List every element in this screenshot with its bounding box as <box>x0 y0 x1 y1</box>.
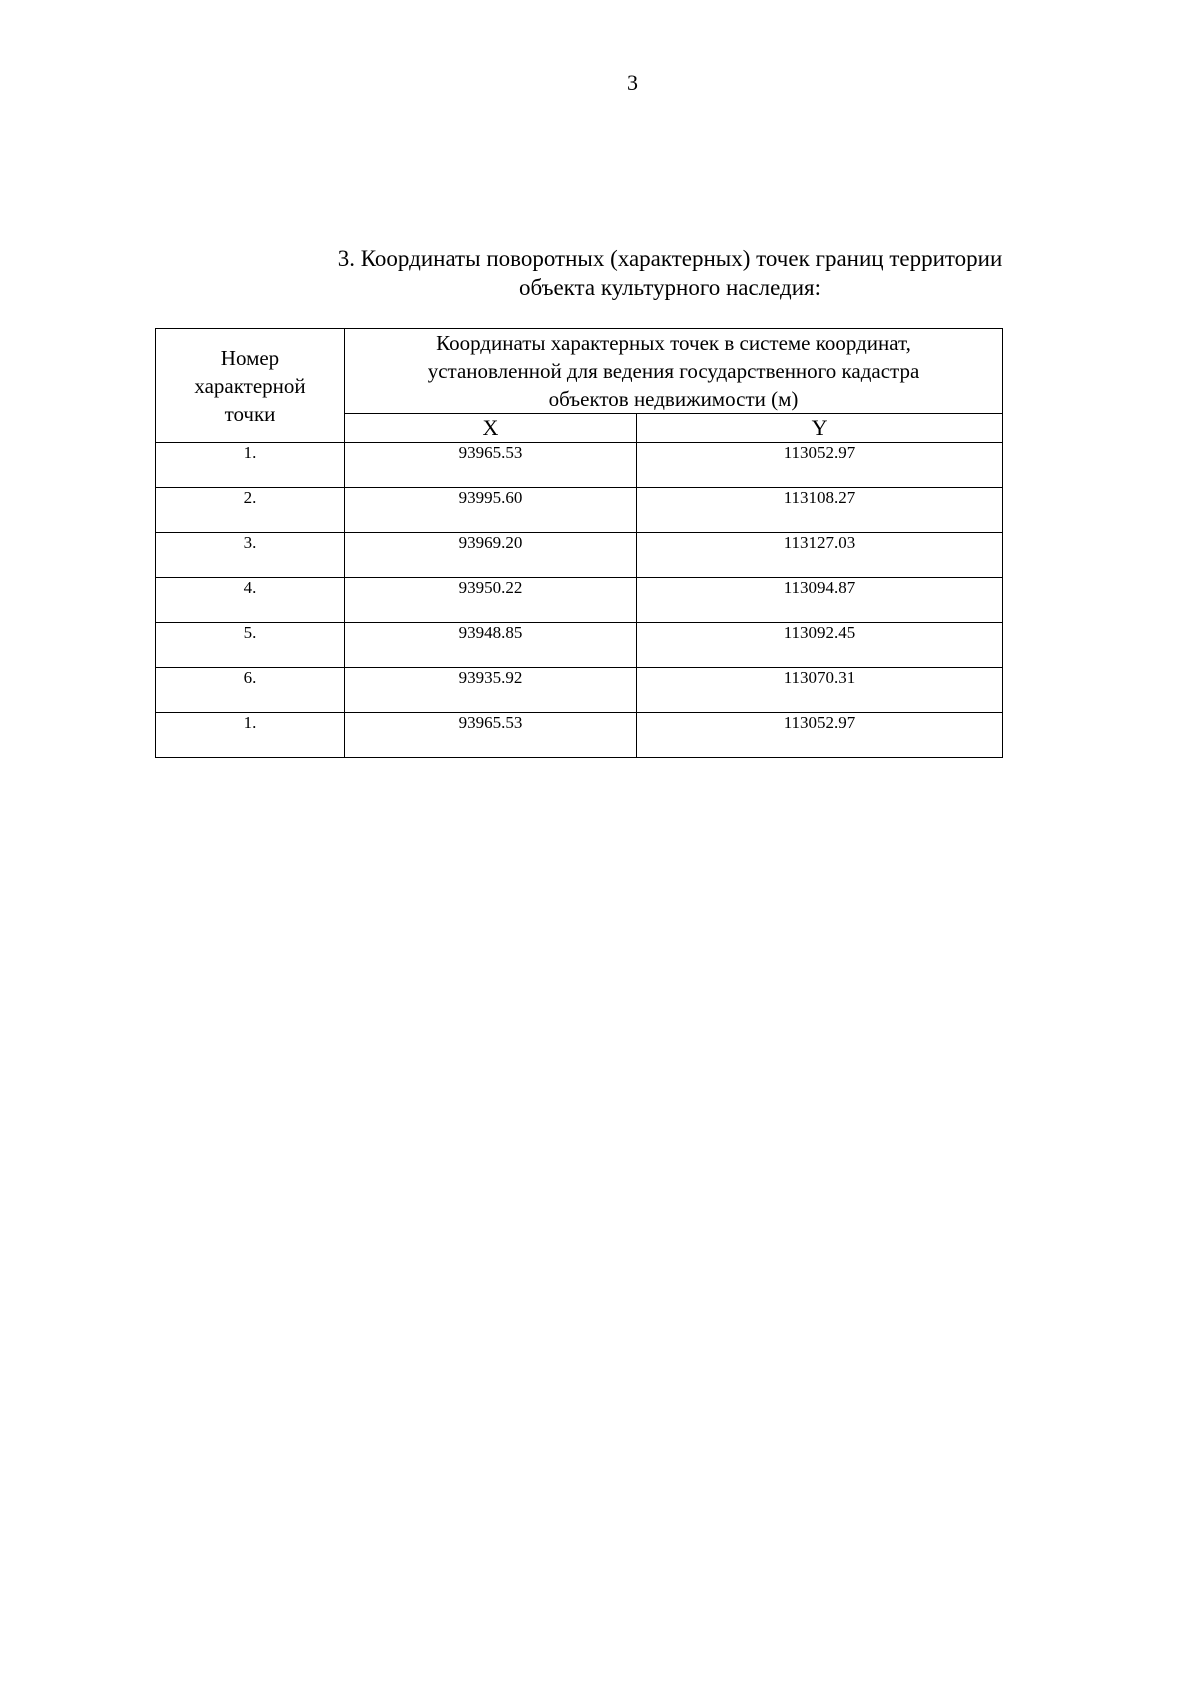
page-number: 3 <box>627 70 638 95</box>
cell-x: 93995.60 <box>345 488 637 533</box>
header-coordinates-line-1: Координаты характерных точек в системе координат, <box>436 331 911 355</box>
cell-x: 93948.85 <box>345 623 637 668</box>
cell-x: 93969.20 <box>345 533 637 578</box>
header-y: Y <box>637 414 1003 443</box>
header-point-number-line-3: точки <box>224 401 276 426</box>
cell-x: 93950.22 <box>345 578 637 623</box>
table-row <box>156 488 1003 533</box>
cell-x: 93965.53 <box>345 443 637 488</box>
cell-x: 93935.92 <box>345 668 637 713</box>
table-row <box>156 713 1003 758</box>
cell-point: 3. <box>156 533 345 578</box>
header-point-number-line-2: характерной <box>194 373 306 398</box>
header-coordinates-line-2: установленной для ведения государственного кадастра <box>427 359 920 383</box>
cell-y: 113094.87 <box>637 578 1003 623</box>
cell-point: 1. <box>156 713 345 758</box>
header-x: X <box>345 414 637 443</box>
cell-y: 113070.31 <box>637 668 1003 713</box>
cell-y: 113052.97 <box>637 713 1003 758</box>
table-row <box>156 533 1003 578</box>
cell-y: 113052.97 <box>637 443 1003 488</box>
coordinates-table <box>155 328 1003 758</box>
cell-y: 113092.45 <box>637 623 1003 668</box>
section-heading <box>300 244 1040 302</box>
table-row <box>156 578 1003 623</box>
cell-point: 1. <box>156 443 345 488</box>
table-row <box>156 668 1003 713</box>
cell-y: 113108.27 <box>637 488 1003 533</box>
section-heading-line-1: 3. Координаты поворотных (характерных) точек границ территории <box>337 246 1003 271</box>
header-point-number-line-1: Номер <box>220 345 280 370</box>
header-coordinates-line-3: объектов недвижимости (м) <box>548 387 799 411</box>
header-coordinates <box>345 329 1003 414</box>
header-point-number <box>156 329 345 443</box>
table-row <box>156 623 1003 668</box>
cell-point: 6. <box>156 668 345 713</box>
cell-point: 5. <box>156 623 345 668</box>
cell-point: 4. <box>156 578 345 623</box>
section-heading-line-2: объекта культурного наследия: <box>518 275 822 300</box>
cell-point: 2. <box>156 488 345 533</box>
cell-y: 113127.03 <box>637 533 1003 578</box>
cell-x: 93965.53 <box>345 713 637 758</box>
table-row <box>156 443 1003 488</box>
